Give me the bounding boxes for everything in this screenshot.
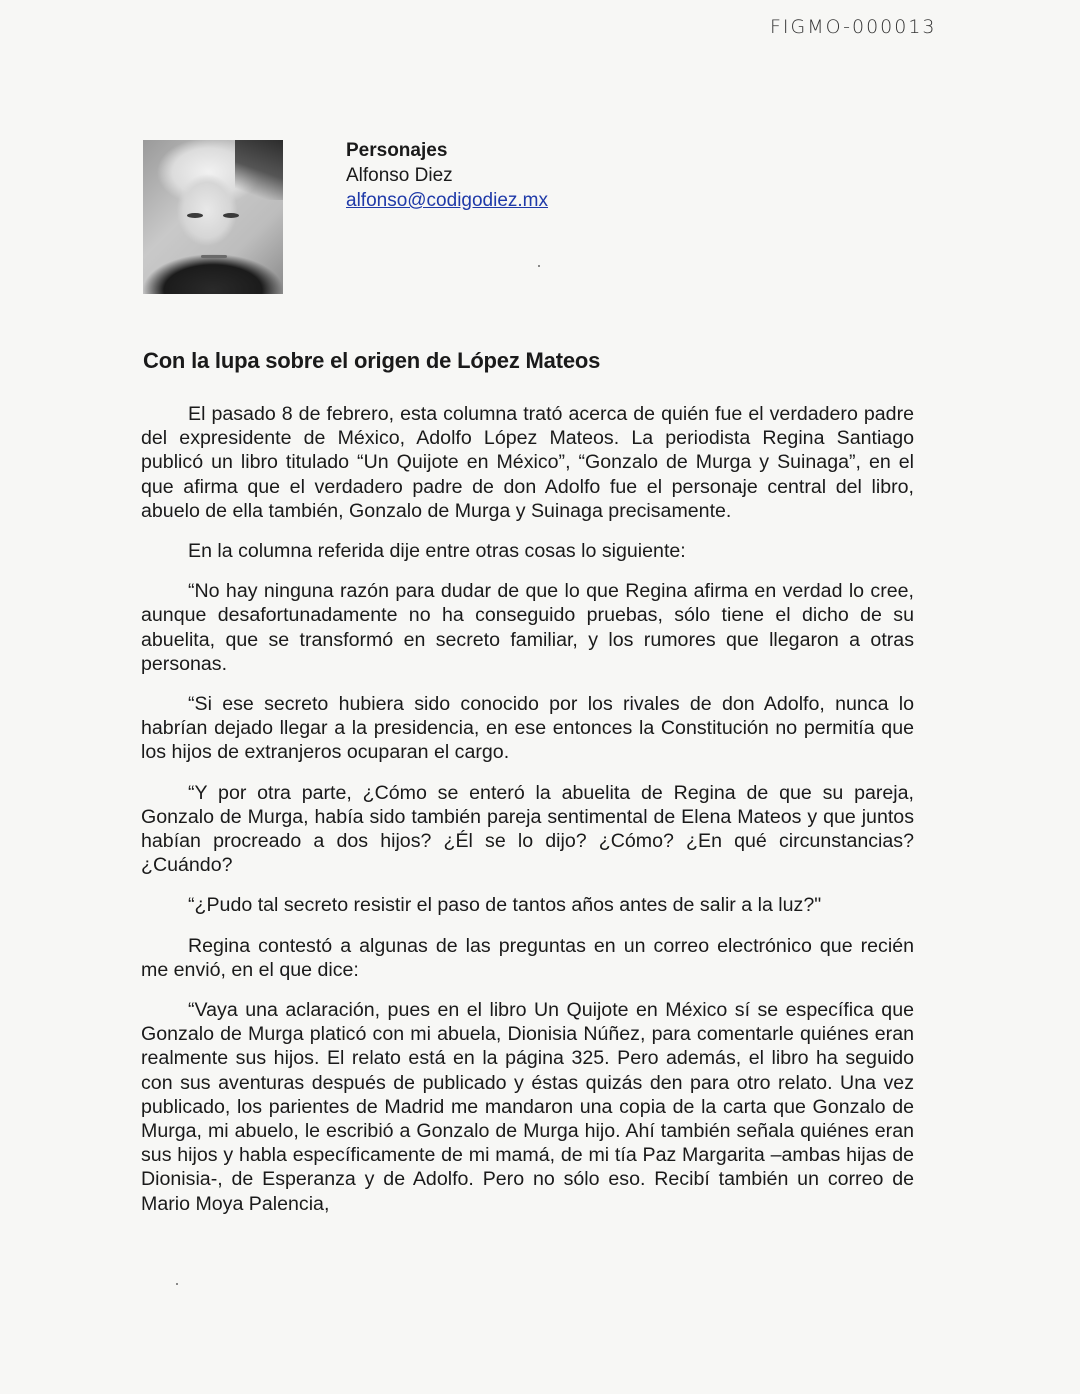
paragraph: “¿Pudo tal secreto resistir el paso de tantos años antes de salir a la luz?": [188, 894, 822, 917]
photo-background-shape: [235, 140, 283, 200]
article-title: Con la lupa sobre el origen de López Mateos: [143, 348, 601, 373]
paragraph: El pasado 8 de febrero, esta columna trató acerca de quién fue el verdadero padre del expresidente de México, Adolfo López Mateos. La periodista Regina Santiago publicó un libro titulado “Un Quijote en México”, “Gonzalo de Murga y Suinaga”, en el que afirma que el verdadero padre de don Adolfo fue el personaje central del libro, abuelo de ella también, Gonzalo de Murga y Suinaga precisamente.: [141, 403, 914, 522]
paragraph: “Si ese secreto hubiera sido conocido por los rivales de don Adolfo, nunca lo habrían dejado llegar a la presidencia, en ese entonces la Constitución no permitía que los hijos de extranjeros ocuparan el cargo.: [141, 693, 914, 764]
article-body: [141, 402, 914, 1232]
document-stamp: FIGMO-000013: [770, 16, 937, 38]
photo-mouth: [201, 255, 227, 258]
author-email-link[interactable]: alfonso@codigodiez.mx: [346, 190, 549, 211]
scan-speck: [176, 1283, 178, 1285]
photo-eye-right: [223, 213, 239, 218]
section-label: Personajes: [346, 140, 448, 161]
paragraph: “No hay ninguna razón para dudar de que lo que Regina afirma en verdad lo cree, aunque desafortunadamente no ha conseguido pruebas, sólo tiene el dicho de su abuelita, que se transformó en secreto familiar, y los rumores que llegaron a otras personas.: [141, 580, 914, 675]
paragraph: “Vaya una aclaración, pues en el libro Un Quijote en México sí se específica que Gonzalo de Murga platicó con mi abuela, Dionisia Núñez, para comentarle quiénes eran realmente sus hijos. El relato está en la página 325. Pero además, el libro ha seguido con sus aventuras después de publicado y éstas quizás den para otro relato. Una vez publicado, los parientes de Madrid me mandaron una copia de la carta que Gonzalo de Murga, mi abuelo, le escribió a Gonzalo de Murga hijo. Ahí también señala quiénes eran sus hijos y habla específicamente de mi mamá, de mi tía Paz Margarita –ambas hijas de Dionisia-, de Esperanza y de Adolfo. Pero no sólo eso. Recibí también un correo de Mario Moya Palencia,: [141, 999, 914, 1215]
paragraph: Regina contestó a algunas de las preguntas en un correo electrónico que recién me envió, en el que dice:: [141, 934, 914, 981]
author-photo: [143, 140, 283, 294]
byline: [346, 138, 548, 213]
paragraph: En la columna referida dije entre otras cosas lo siguiente:: [188, 540, 686, 563]
paragraph: “Y por otra parte, ¿Cómo se enteró la abuelita de Regina de que su pareja, Gonzalo de Murga, había sido también pareja sentimental de Elena Mateos y que juntos habían procreado a dos hijos? ¿Él se lo dijo? ¿Cómo? ¿En qué circunstancias? ¿Cuándo?: [141, 781, 914, 877]
scan-speck: [538, 265, 540, 267]
author-name: Alfonso Diez: [346, 165, 453, 186]
photo-eye-left: [187, 213, 203, 218]
